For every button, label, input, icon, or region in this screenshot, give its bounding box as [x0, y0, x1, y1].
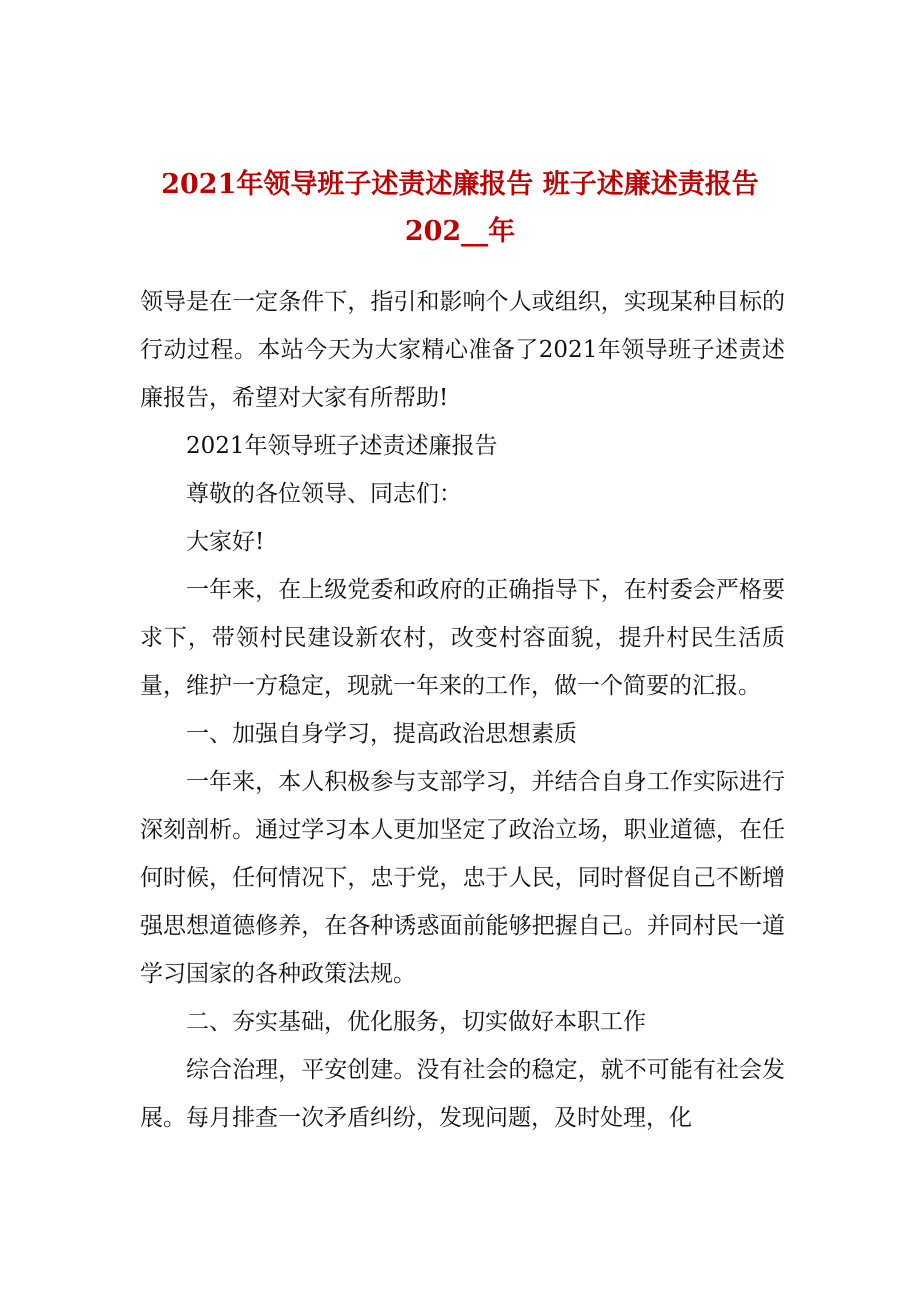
- section-heading-1: 一、加强自身学习，提高政治思想素质: [186, 721, 577, 747]
- greeting: 大家好!: [186, 529, 265, 555]
- body-paragraph: 一年来，在上级党委和政府的正确指导下，在村委会严格要求下，带领村民建设新农村，改变村容面貌，提升村民生活质量，维护一方稳定，现就一年来的工作，做一个简要的汇报。: [140, 577, 785, 699]
- intro-paragraph: 领导是在一定条件下，指引和影响个人或组织，实现某种目标的行动过程。本站今天为大家精心准备了2021年领导班子述责述廉报告，希望对大家有所帮助!: [140, 289, 785, 411]
- body-paragraph: 一年来，本人积极参与支部学习，并结合自身工作实际进行深刻剖析。通过学习本人更加坚定了政治立场，职业道德，在任何时候，任何情况下，忠于党，忠于人民，同时督促自己不断增强思想道德修养，在各种诱惑面前能够把握自己。并同村民一道学习国家的各种政策法规。: [140, 769, 785, 987]
- document-title-line2: 202__年: [404, 216, 516, 247]
- report-heading: 2021年领导班子述责述廉报告: [186, 433, 498, 459]
- salutation: 尊敬的各位领导、同志们：: [186, 481, 462, 507]
- document-body: [140, 278, 785, 1142]
- section-heading-2: 二、夯实基础，优化服务，切实做好本职工作: [186, 1009, 646, 1035]
- body-paragraph: 综合治理，平安创建。没有社会的稳定，就不可能有社会发展。每月排查一次矛盾纠纷，发现问题，及时处理，化: [140, 1057, 785, 1131]
- document-title-line1: 2021年领导班子述责述廉报告 班子述廉述责报告: [161, 169, 759, 200]
